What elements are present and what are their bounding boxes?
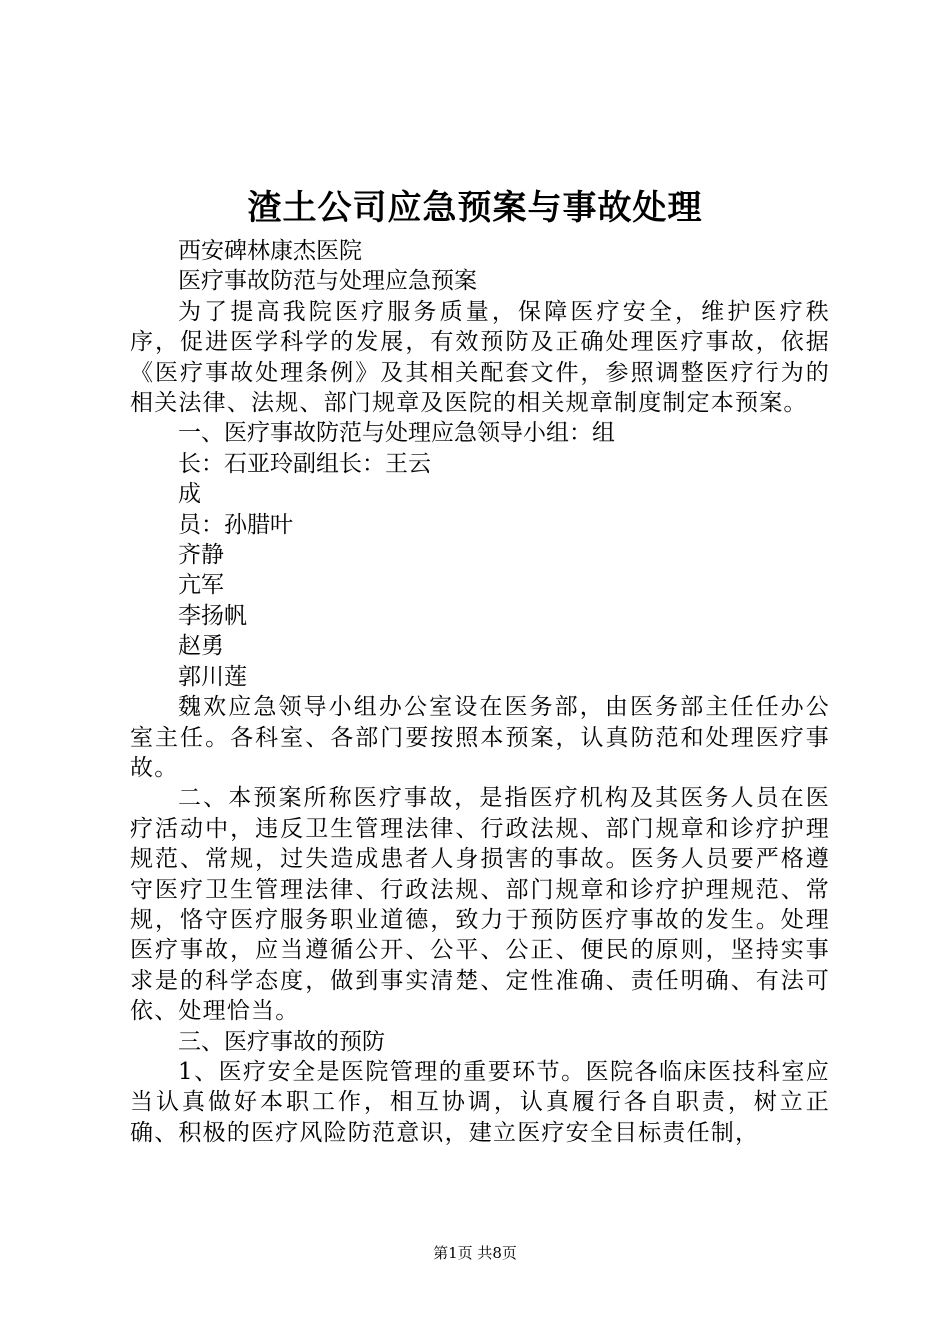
- member-item: 齐静: [178, 542, 224, 569]
- section1-heading: 一、医疗事故防范与处理应急领导小组：组: [178, 420, 615, 447]
- plan-name: 医疗事故防范与处理应急预案: [178, 268, 477, 295]
- section2-paragraph: 二、本预案所称医疗事故，是指医疗机构及其医务人员在医疗活动中，违反卫生管理法律、行政法规、部门规章和诊疗护理规范、常规，过失造成患者人身损害的事故。医务人员要严格遵守医疗卫生管理法律、行政法规、部门规章和诊疗护理规范、常规，恪守医疗服务职业道德，致力于预防医疗事故的发生。处理医疗事故，应当遵循公开、公平、公正、便民的原则，坚持实事求是的科学态度，做到事实清楚、定性准确、责任明确、有法可依、处理恰当。: [130, 785, 830, 1025]
- member-item: 李扬帆: [178, 602, 247, 629]
- document-body: [130, 236, 830, 1148]
- member-item: 赵勇: [178, 633, 224, 660]
- page-footer: 第1页 共8页: [433, 1244, 517, 1262]
- purpose-paragraph: 为了提高我院医疗服务质量，保障医疗安全，维护医疗秩序，促进医学科学的发展，有效预防及正确处理医疗事故，依据《医疗事故处理条例》及其相关配套文件，参照调整医疗行为的相关法律、法规、部门规章及医院的相关规章制度制定本预案。: [130, 298, 830, 417]
- members-label: 成: [178, 481, 201, 508]
- member-item: 亢军: [178, 572, 224, 599]
- section3-heading: 三、医疗事故的预防: [178, 1028, 385, 1055]
- member-item: 员：孙腊叶: [178, 511, 293, 538]
- office-paragraph: 魏欢应急领导小组办公室设在医务部，由医务部主任任办公室主任。各科室、各部门要按照本预案，认真防范和处理医疗事故。: [130, 694, 830, 781]
- hospital-name: 西安碑林康杰医院: [178, 238, 362, 264]
- section1-leaders: 长：石亚玲副组长：王云: [178, 450, 431, 477]
- member-item: 郭川莲: [178, 663, 247, 690]
- section3-item1-paragraph: 1、医疗安全是医院管理的重要环节。医院各临床医技科室应当认真做好本职工作，相互协调，认真履行各自职责，树立正确、积极的医疗风险防范意识，建立医疗安全目标责任制，: [130, 1058, 830, 1146]
- document-title: 渣土公司应急预案与事故处理: [247, 188, 703, 228]
